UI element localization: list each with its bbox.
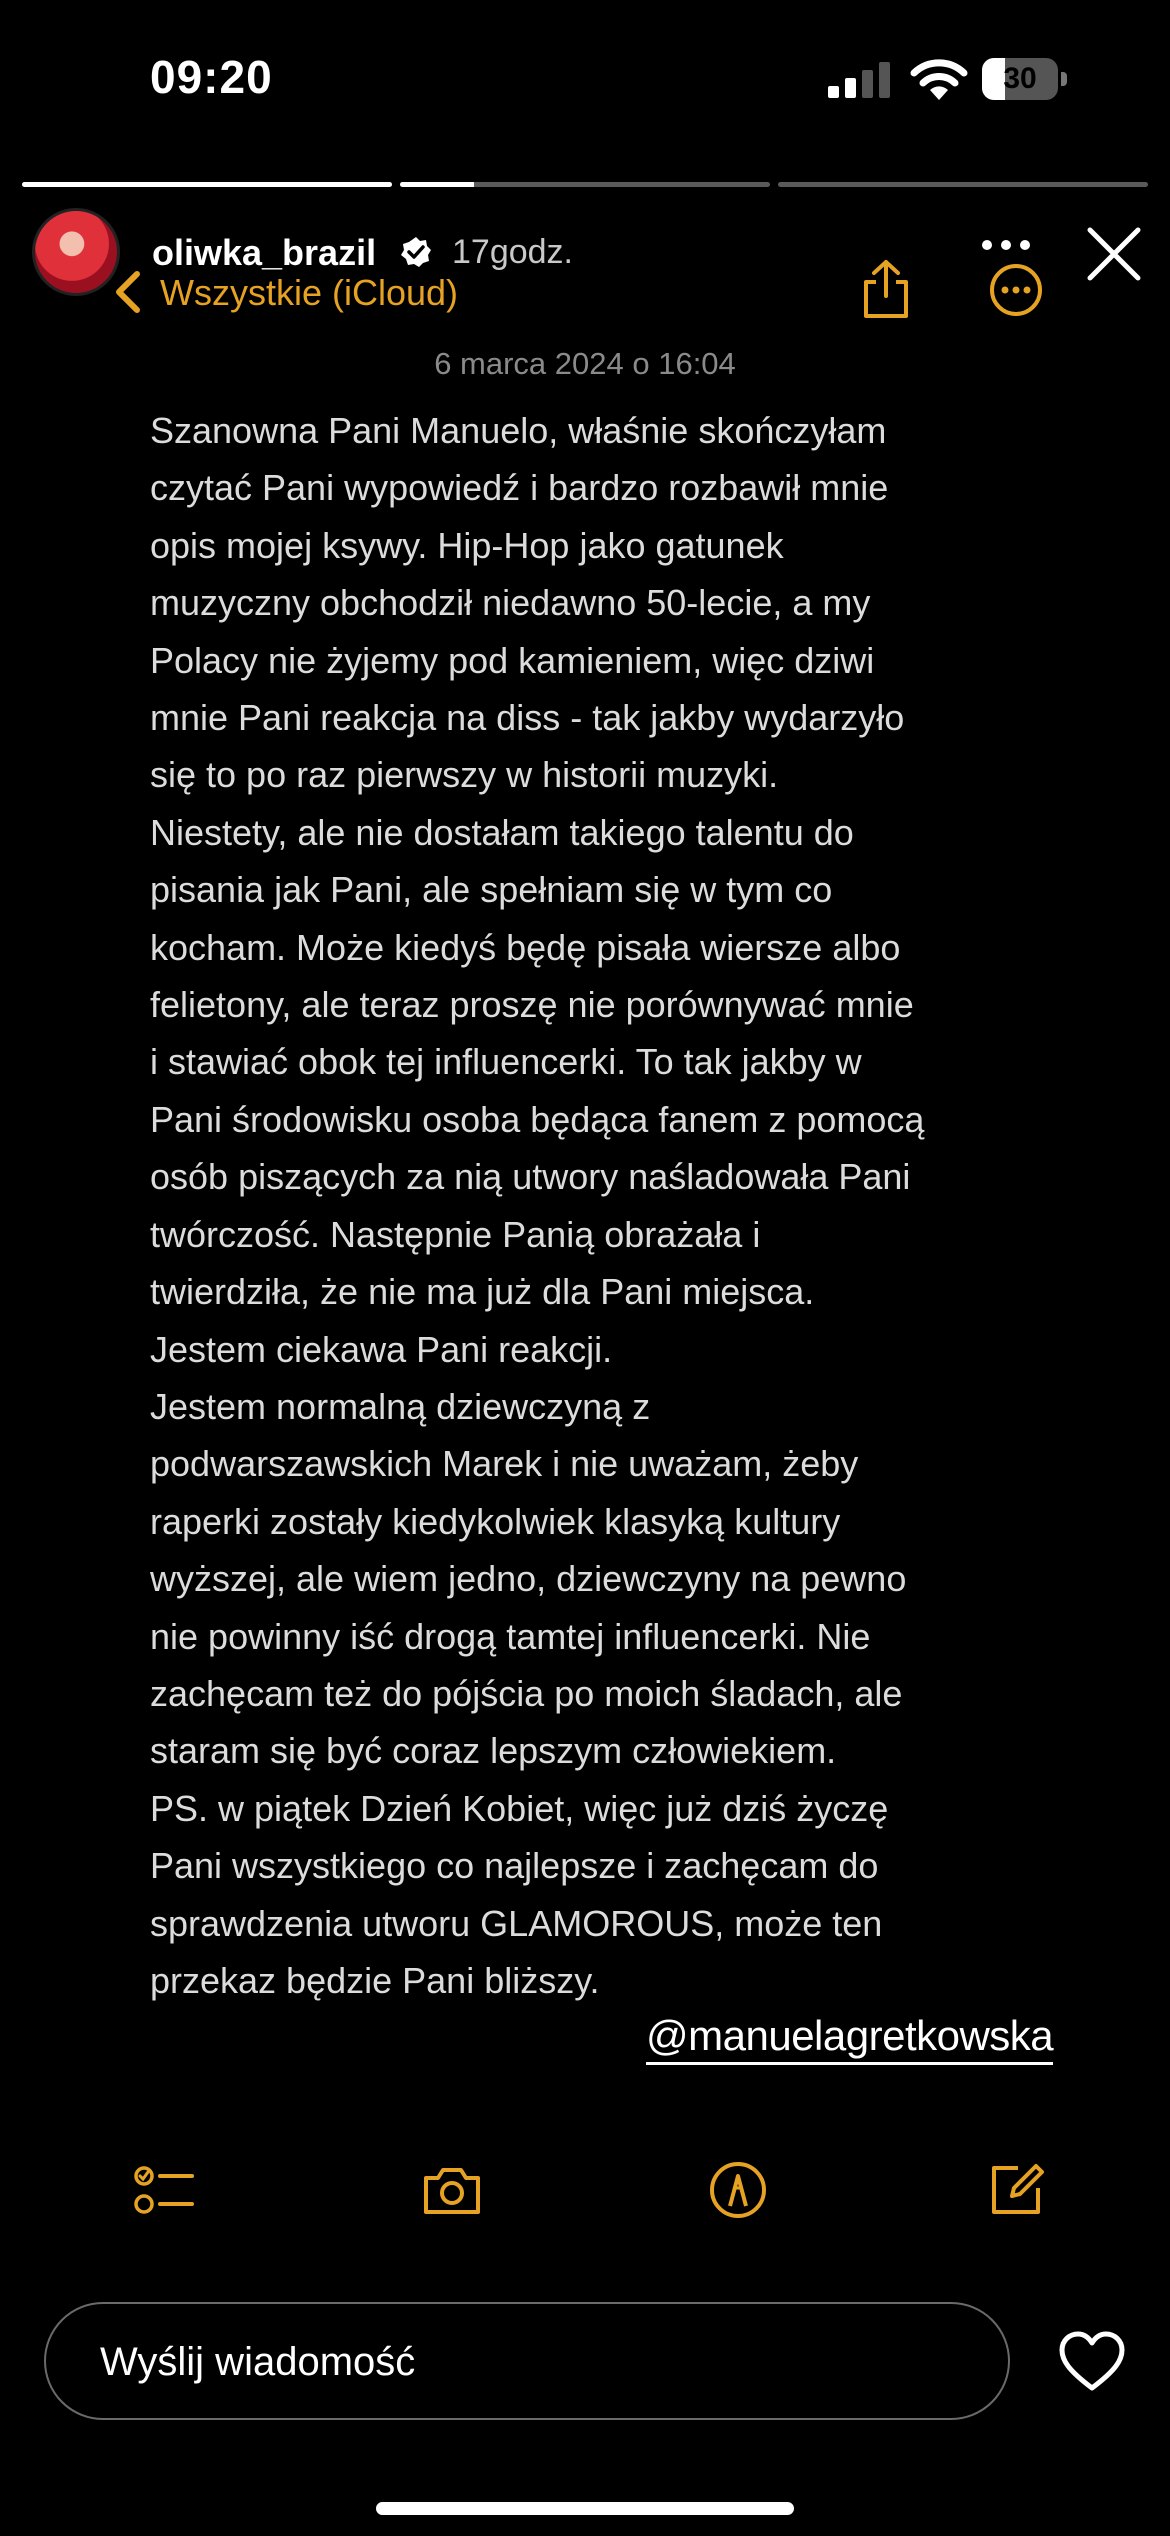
battery-level: 30 [1003, 62, 1037, 95]
ellipsis-circle-icon[interactable] [988, 262, 1044, 318]
checklist-icon[interactable] [132, 2158, 196, 2222]
share-icon[interactable] [860, 258, 912, 320]
camera-icon[interactable] [420, 2158, 484, 2222]
battery-icon [982, 58, 1068, 100]
heart-icon[interactable] [1058, 2330, 1126, 2392]
story-username[interactable]: oliwka_brazil [152, 232, 377, 273]
verified-icon [400, 236, 432, 268]
status-time: 09:20 [150, 51, 273, 103]
story-time-ago: 17godz. [452, 233, 573, 271]
story-progress-segment-1 [22, 182, 392, 187]
more-dots-icon[interactable] [980, 238, 1032, 252]
signal-icon [828, 62, 890, 98]
notes-back-button[interactable]: Wszystkie (iCloud) [160, 272, 459, 313]
note-body[interactable]: Szanowna Pani Manuelo, właśnie skończyłam czytać Pani wypowiedź i bardzo rozbawił mnie opis mojej ksywy. Hip-Hop jako gatunek muzyczny obchodził niedawno 50-lecie, a my Polacy nie żyjemy pod kamieniem, więc dziwi mnie Pani reakcja na diss - tak jakby wydarzyło się to po raz pierwszy w historii muzyki. Niestety, ale nie dostałam takiego talentu do pisania jak Pani, ale spełniam się w tym co kocham. Może kiedyś będę pisała wiersze albo felietony, ale teraz proszę nie porównywać mnie i stawiać obok tej influencerki. To tak jakby w Pani środowisku osoba będąca fanem z pomocą osób piszących za nią utwory naśladowała Pani twórczość. Następnie Panią obrażała i twierdziła, że nie ma już dla Pani miejsca. Jestem ciekawa Pani reakcji. Jestem normalną dziewczyną z podwarszawskich Marek i nie uważam, żeby raperki zostały kiedykolwiek klasyką kultury wyższej, ale wiem jedno, dziewczyny na pewno nie powinny iść drogą tamtej influencerki. Nie zachęcam też do pójścia po moich śladach, ale staram się być coraz lepszym człowiekiem. PS. w piątek Dzień Kobiet, więc już dziś życzę Pani wszystkiego co najlepsze i zachęcam do sprawdzenia utworu GLAMOROUS, może ten przekaz będzie Pani bliższy. [150, 410, 925, 2001]
note-date: 6 marca 2024 o 16:04 [434, 346, 736, 381]
home-indicator [376, 2502, 794, 2515]
markup-icon[interactable] [706, 2158, 770, 2222]
send-message-placeholder: Wyślij wiadomość [100, 2340, 416, 2384]
chevron-left-icon[interactable] [112, 270, 142, 314]
wifi-icon [910, 56, 968, 100]
story-progress-segment-3 [778, 182, 1148, 187]
avatar[interactable] [32, 208, 120, 296]
compose-icon[interactable] [984, 2158, 1048, 2222]
close-icon[interactable] [1084, 224, 1144, 284]
story-progress-segment-2 [400, 182, 770, 187]
mention-sticker[interactable]: @manuelagretkowska [646, 2012, 1053, 2065]
